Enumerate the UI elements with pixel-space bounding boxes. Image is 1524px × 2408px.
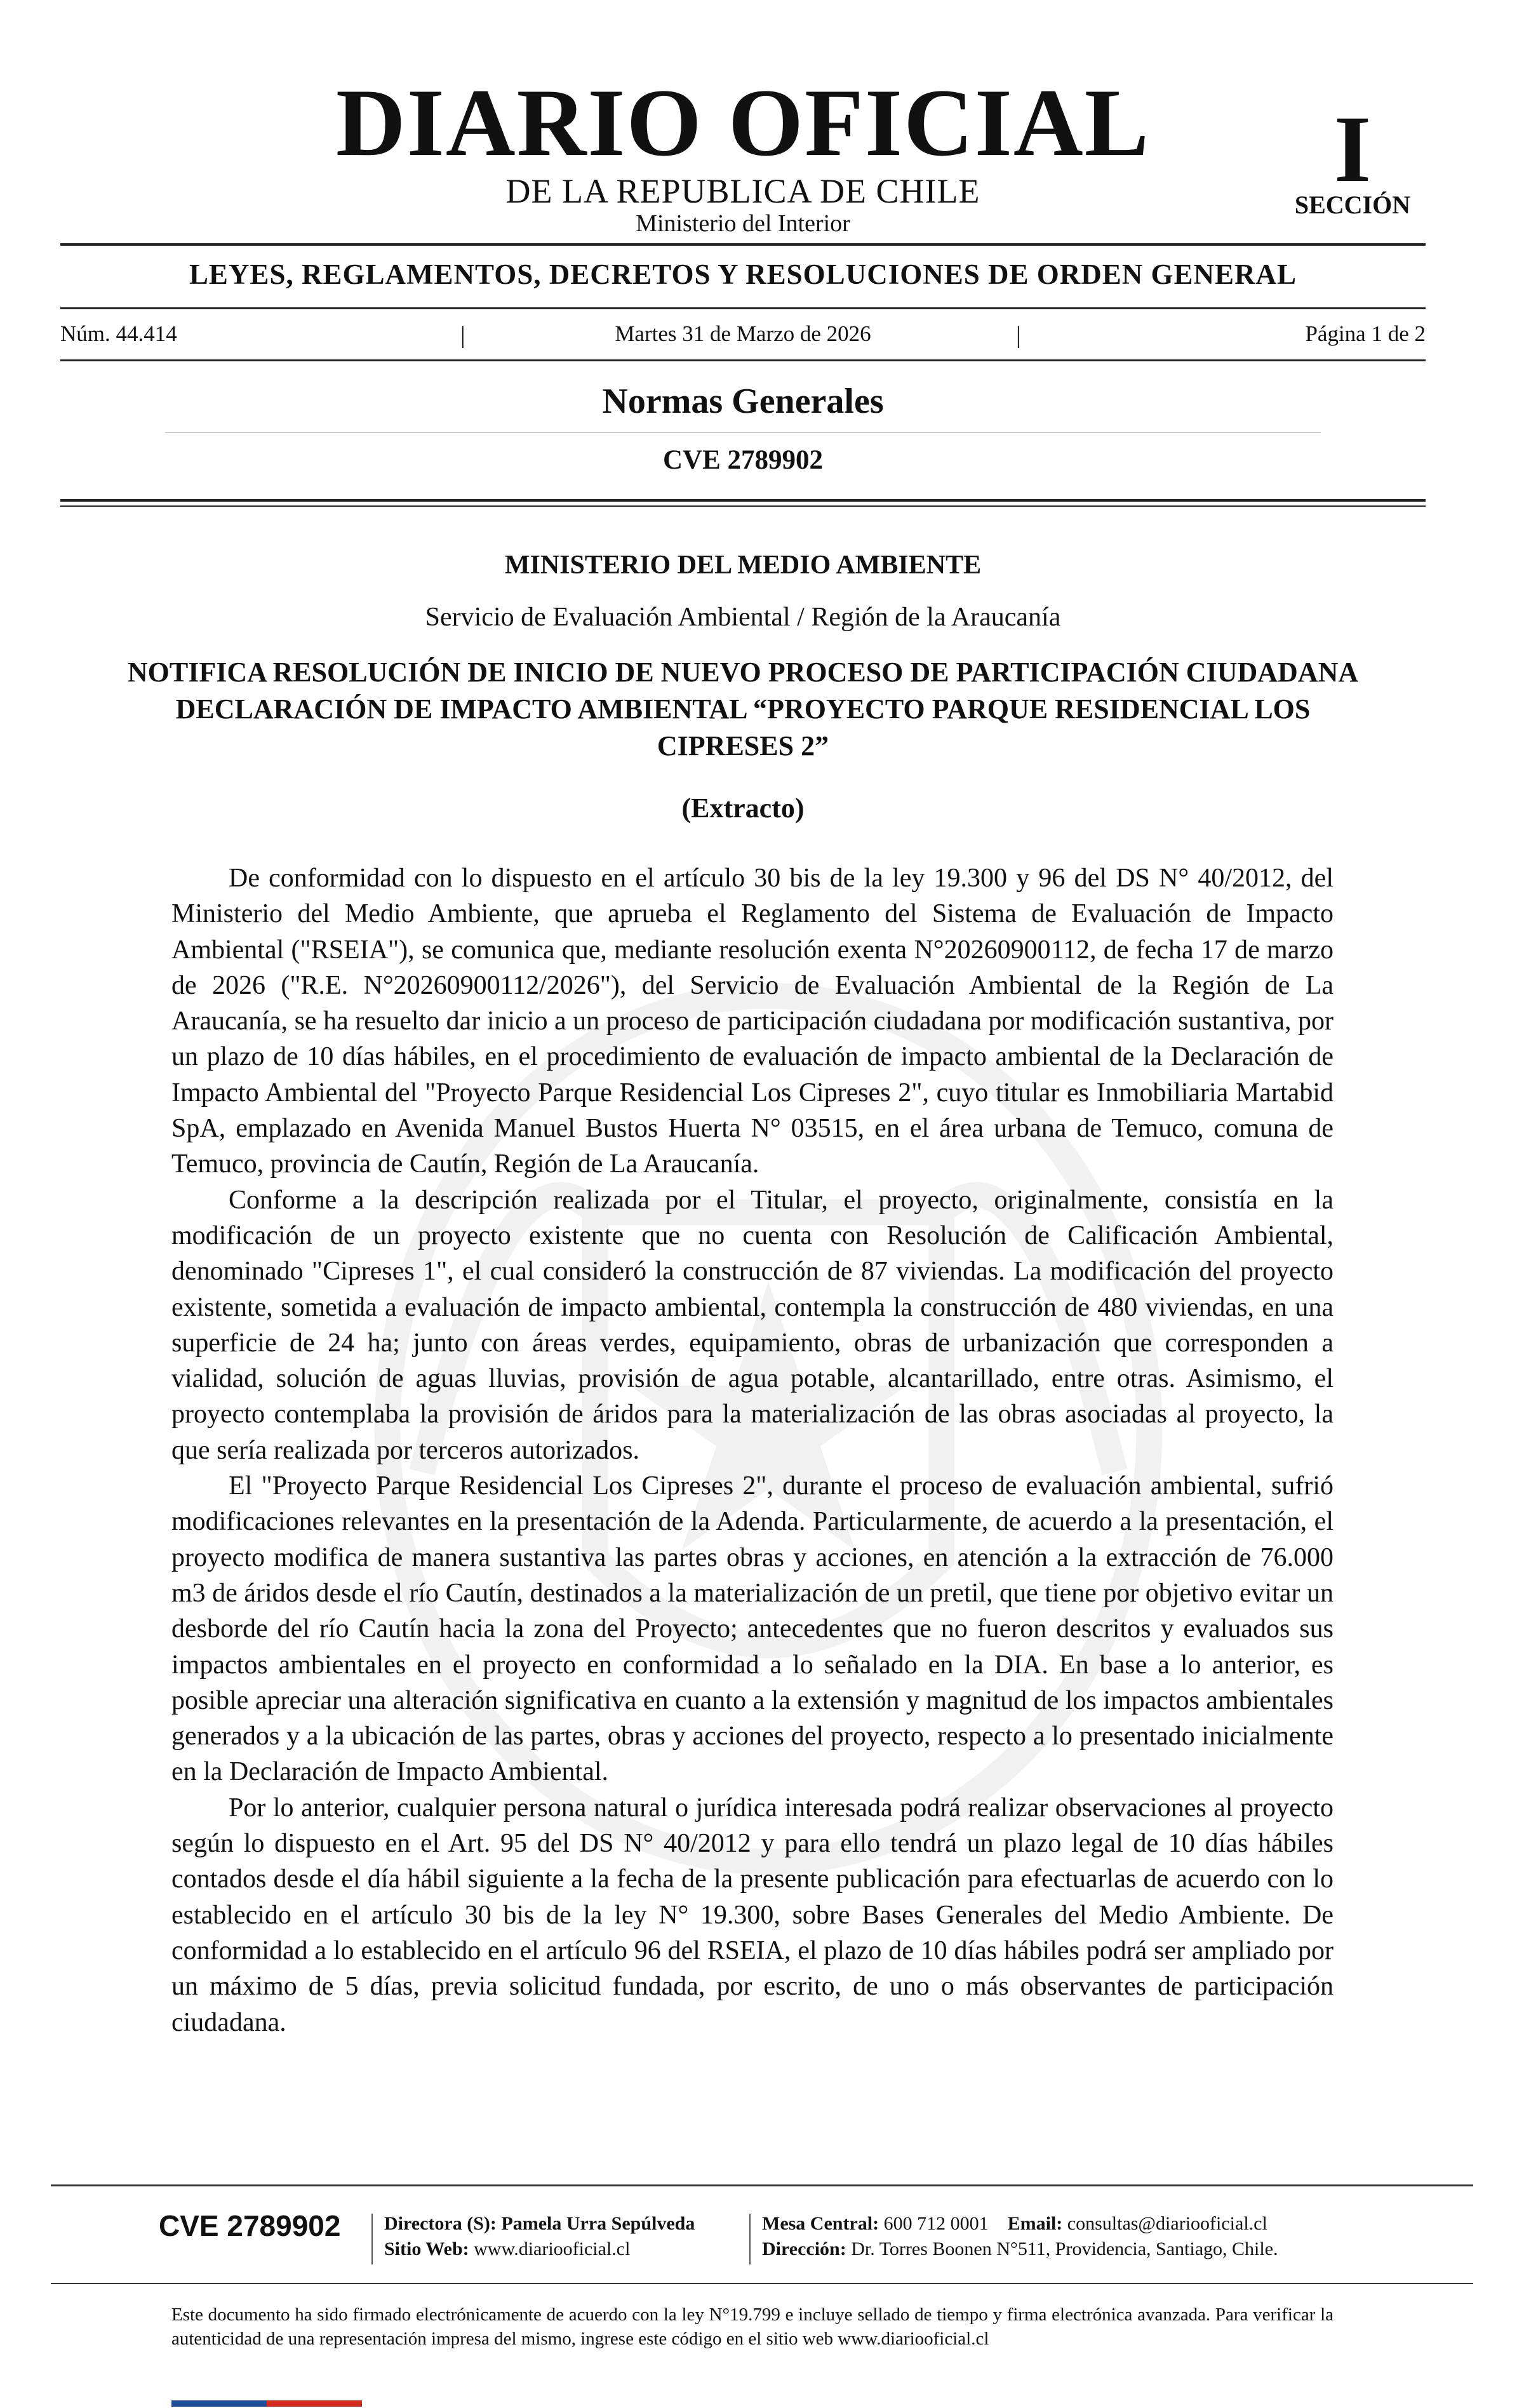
category-rule [60, 307, 1426, 309]
cve-code: CVE 2789902 [662, 445, 824, 475]
page-indicator: Página 1 de 2 [1305, 321, 1426, 346]
section-thin-rule [165, 432, 1321, 433]
email-link[interactable]: consultas@diariooficial.cl [1067, 2213, 1267, 2234]
notice-body [171, 860, 1334, 2040]
footer-legal-note: Este documento ha sido firmado electrónicamente de acuerdo con la ley N°19.799 e incluye sellado de tiempo y firma electrónica avanzada. Para verificar la autenticidad de una representación impresa del mismo, ingrese este código en el sitio web www.diariooficial.cl [171, 2304, 1334, 2349]
issue-date: Martes 31 de Marzo de 2026 [615, 321, 871, 346]
phone-label: Mesa Central: [762, 2213, 879, 2234]
issue-separator: | [460, 322, 465, 349]
body-paragraph: Conforme a la descripción realizada por el Titular, el proyecto, originalmente, consistía en la modificación de un proyecto existente que no cuenta con Resolución de Calificación Ambiental, denominado "Cipreses 1", el cual consideró la construcción de 87 viviendas. La modificación del proyecto existente, sometida a evaluación de impacto ambiental, contempla la construcción de 480 viviendas, en una superficie de 24 ha; junto con áreas verdes, equipamiento, obras de urbanización que corresponden a vialidad, solución de aguas lluvias, provisión de agua potable, alcantarillado, entre otras. Asimismo, el proyecto contemplaba la provisión de áridos para la materialización de las obras asociadas al proyecto, la que sería realizada por terceros autorizados. [171, 1185, 1334, 1465]
issuing-service: Servicio de Evaluación Ambiental / Región de la Araucanía [425, 603, 1061, 632]
phone-number: 600 712 0001 [883, 2213, 989, 2234]
address-label: Dirección: [762, 2238, 846, 2259]
footer-divider [749, 2214, 751, 2264]
category-heading: LEYES, REGLAMENTOS, DECRETOS Y RESOLUCIONES DE ORDEN GENERAL [189, 258, 1297, 290]
flag-stripe [171, 2400, 362, 2407]
newspaper-title: DIARIO OFICIAL [335, 69, 1151, 176]
issue-number: Núm. 44.414 [60, 321, 177, 346]
newspaper-subtitle: DE LA REPUBLICA DE CHILE [505, 172, 980, 210]
footer-contact-block [762, 2211, 1278, 2262]
cve-rule-top [60, 499, 1426, 502]
notice-title: NOTIFICA RESOLUCIÓN DE INICIO DE NUEVO PROCESO DE PARTICIPACIÓN CIUDADANA DECLARACIÓN DE IMPACTO AMBIENTAL “PROYECTO PARQUE RESIDENCIAL LOS CIPRESES 2” [127, 657, 1359, 761]
masthead-rule [60, 243, 1426, 246]
director-name: Pamela Urra Sepúlveda [501, 2213, 695, 2234]
website-label: Sitio Web: [384, 2238, 469, 2259]
flag-blue-stripe [171, 2400, 267, 2407]
newspaper-ministry: Ministerio del Interior [636, 210, 850, 237]
masthead [0, 69, 1486, 237]
body-paragraph: Por lo anterior, cualquier persona natural o jurídica interesada podrá realizar observaciones al proyecto según lo dispuesto en el Art. 95 del DS N° 40/2012 y para ello tendrá un plazo legal de 10 días hábiles contados desde el día hábil siguiente a la fecha de la presente publicación para efectuarlas de acuerdo con lo establecido en el artículo 30 bis de la ley N° 19.300, sobre Bases Generales del Medio Ambiente. De conformidad a lo establecido en el artículo 96 del RSEIA, el plazo de 10 días hábiles podrá ser ampliado por un máximo de 5 días, previa solicitud fundada, por escrito, de uno o más observantes de participación ciudadana. [171, 1793, 1334, 2037]
issuing-ministry: MINISTERIO DEL MEDIO AMBIENTE [504, 551, 982, 580]
section-heading: Normas Generales [602, 382, 884, 421]
footer-rule-top [51, 2184, 1473, 2186]
address-text: Dr. Torres Boonen N°511, Providencia, Santiago, Chile. [851, 2238, 1278, 2259]
footer-divider [371, 2214, 373, 2264]
cve-rule-bottom [60, 505, 1426, 507]
director-label: Directora (S): [384, 2213, 497, 2234]
issue-info-row [60, 321, 1426, 353]
extract-label: (Extracto) [681, 793, 805, 824]
section-indicator [1283, 97, 1422, 220]
footer-rule-bottom [51, 2283, 1473, 2284]
issue-separator: | [1016, 322, 1021, 349]
email-label: Email: [1007, 2213, 1063, 2234]
section-number: I [1334, 97, 1372, 202]
issue-rule [60, 359, 1426, 361]
footer-cve-code: CVE 2789902 [159, 2209, 341, 2242]
section-label: SECCIÓN [1294, 191, 1411, 219]
footer-director-block [384, 2211, 695, 2262]
website-link[interactable]: www.diariooficial.cl [474, 2238, 631, 2259]
flag-red-stripe [267, 2400, 362, 2407]
body-paragraph: El "Proyecto Parque Residencial Los Cipreses 2", durante el proceso de evaluación ambiental, sufrió modificaciones relevantes en la presentación de la Adenda. Particularmente, de acuerdo a la presentación, el proyecto modifica de manera sustantiva las partes obras y acciones, en atención a la extracción de 76.000 m3 de áridos desde el río Cautín, destinados a la materialización de un pretil, que tiene por objetivo evitar un desborde del río Cautín hacia la zona del Proyecto; antecedentes que no fueron descritos y evaluados sus impactos ambientales en el proyecto en conformidad a lo señalado en la DIA. En base a lo anterior, es posible apreciar una alteración significativa en cuanto a la extensión y magnitud de los impactos ambientales generados y a la ubicación de las partes, obras y acciones del proyecto, respecto a lo presentado inicialmente en la Declaración de Impacto Ambiental. [171, 1471, 1334, 1787]
body-paragraph: De conformidad con lo dispuesto en el artículo 30 bis de la ley 19.300 y 96 del DS N° 40/2012, del Ministerio del Medio Ambiente, que aprueba el Reglamento del Sistema de Evaluación de Impacto Ambiental ("RSEIA"), se comunica que, mediante resolución exenta N°20260900112, de fecha 17 de marzo de 2026 ("R.E. N°20260900112/2026"), del Servicio de Evaluación Ambiental de la Región de La Araucanía, se ha resuelto dar inicio a un proceso de participación ciudadana por modificación sustantiva, por un plazo de 10 días hábiles, en el procedimiento de evaluación de impacto ambiental de la Declaración de Impacto Ambiental del "Proyecto Parque Residencial Los Cipreses 2", cuyo titular es Inmobiliaria Martabid SpA, emplazado en Avenida Manuel Bustos Huerta N° 03515, en el área urbana de Temuco, comuna de Temuco, provincia de Cautín, Región de La Araucanía. [171, 864, 1334, 1179]
